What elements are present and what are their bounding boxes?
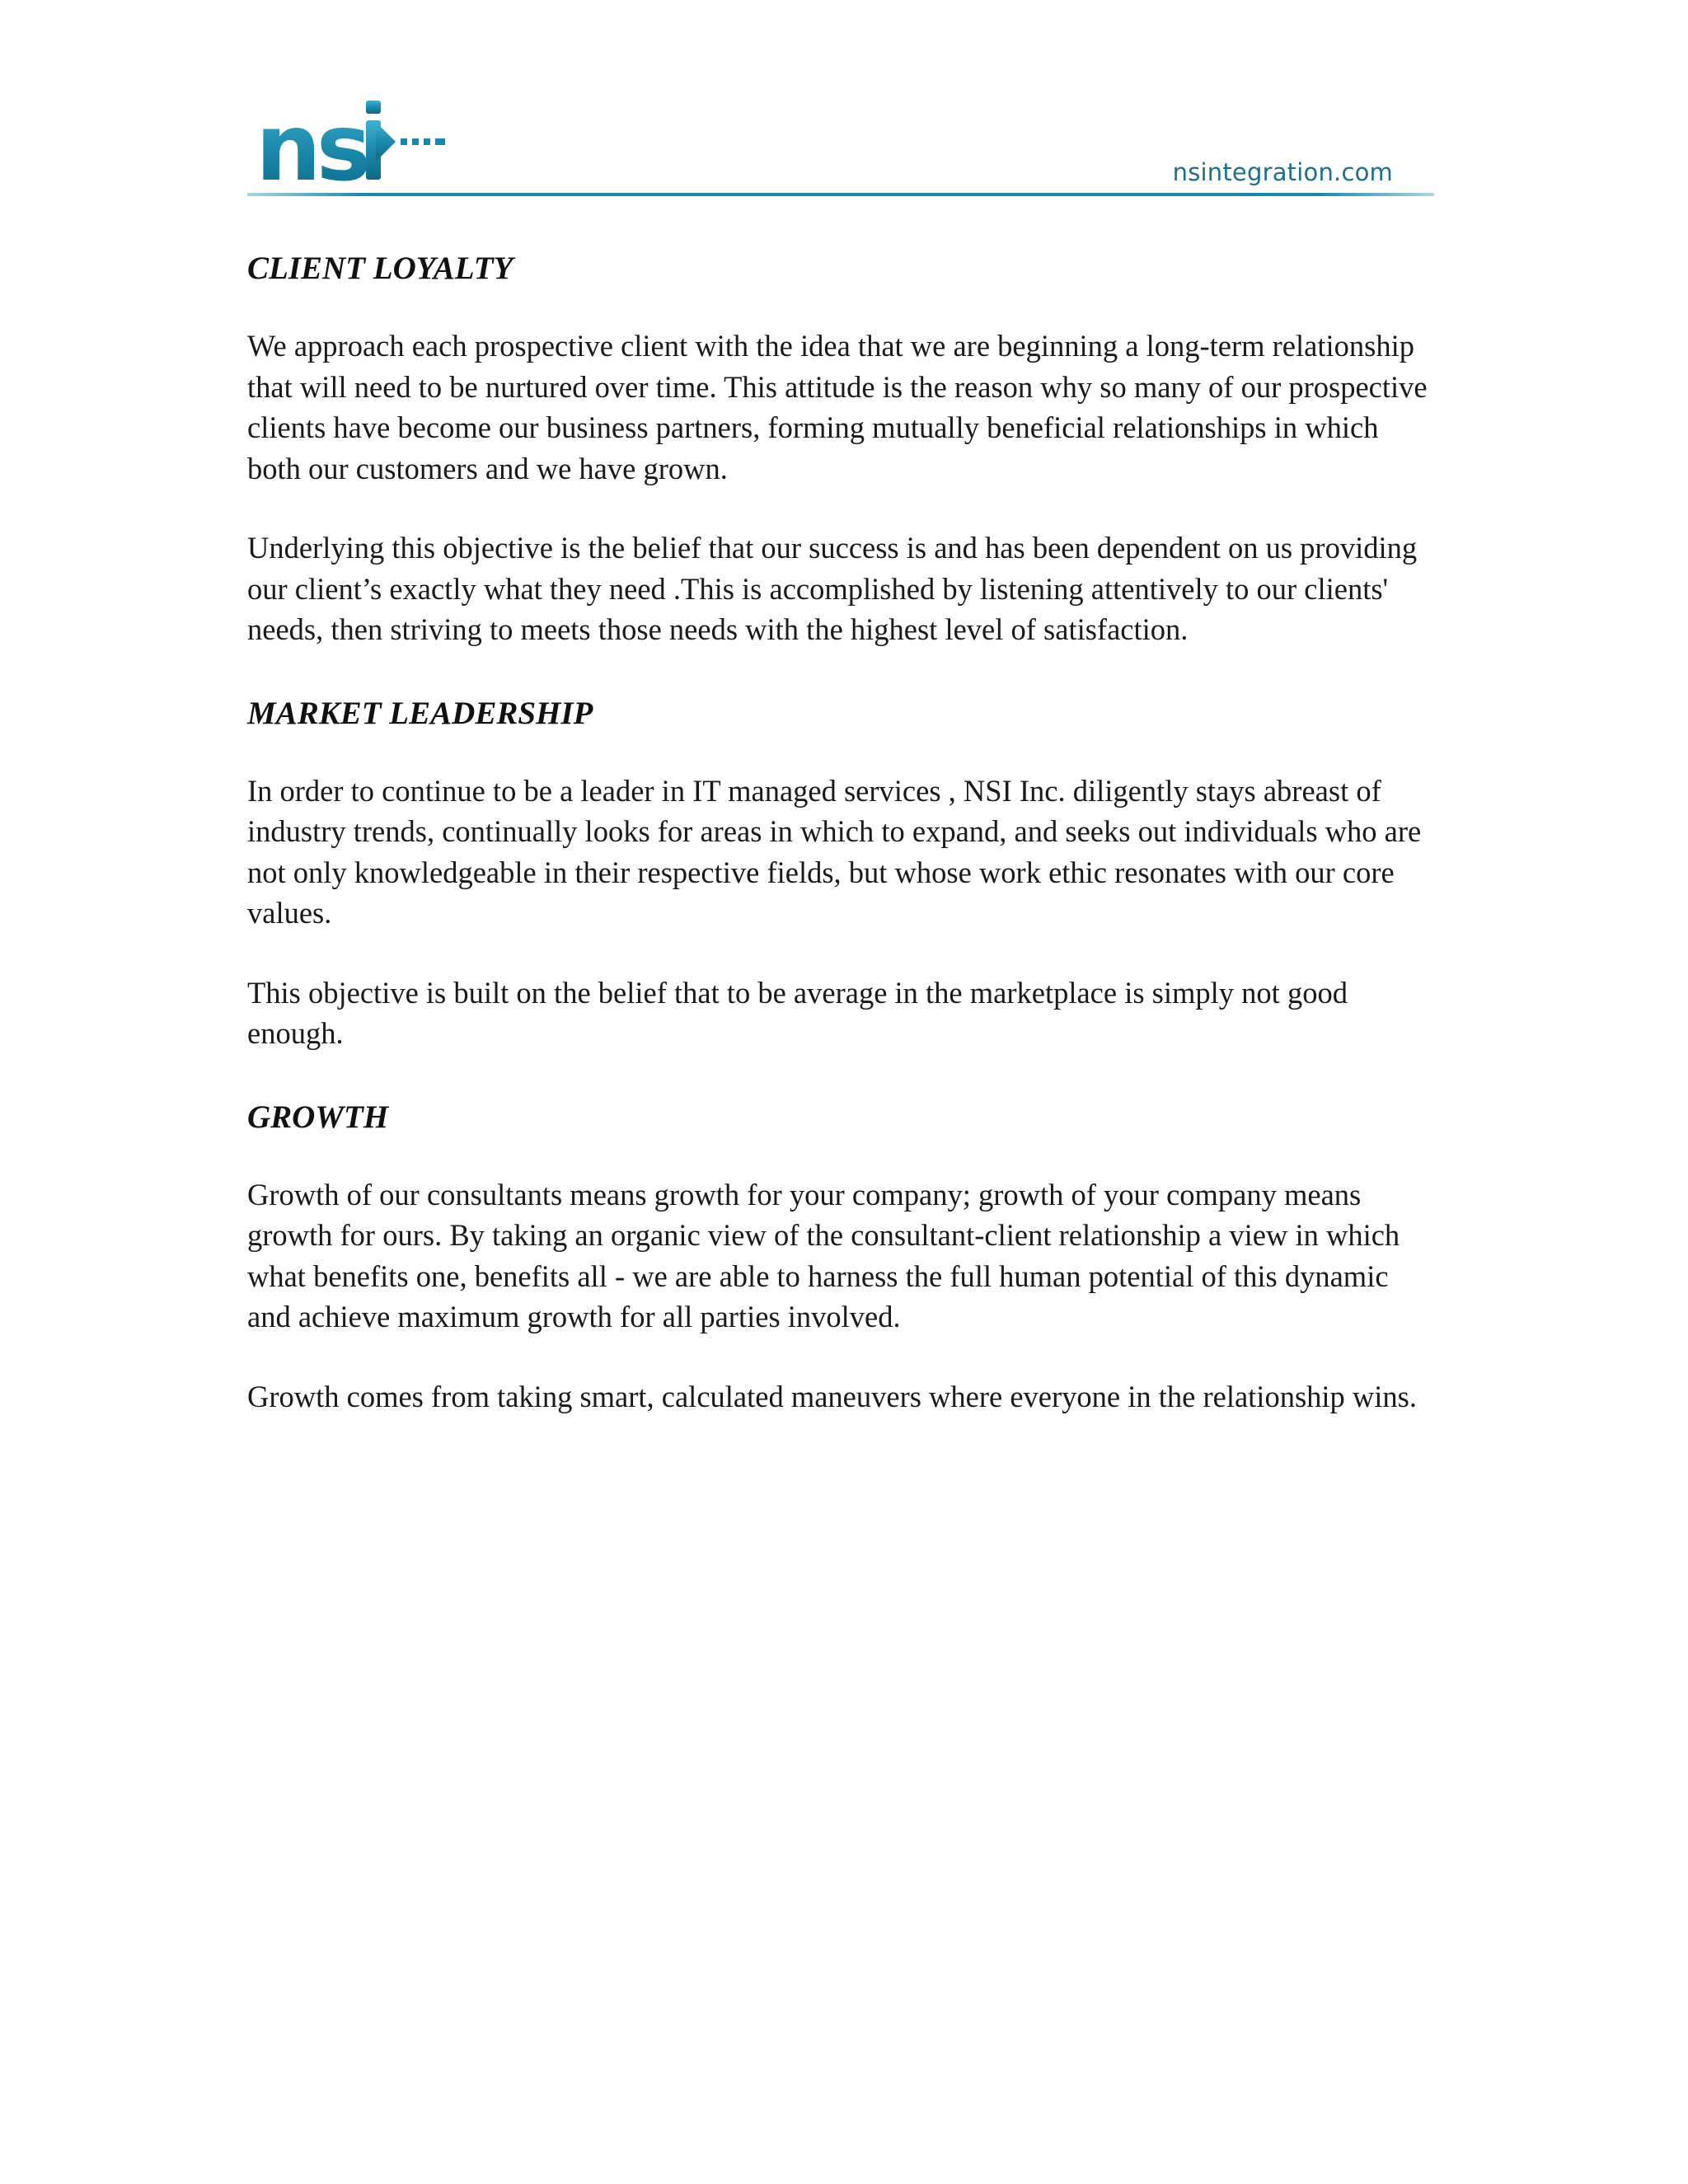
document-body <box>247 244 1434 1417</box>
section-heading-client-loyalty: CLIENT LOYALTY <box>247 251 513 286</box>
header-divider <box>247 193 1434 198</box>
paragraph: Underlying this objective is the belief that our success is and has been dependent on us providing our client’s exactly what they need .This is accomplished by listening attentively to our clients' needs, then striving to meets those needs with the highest level of satisfaction. <box>247 531 1418 646</box>
paragraph: Growth comes from taking smart, calculated maneuvers where everyone in the relationship wins. <box>247 1379 1417 1413</box>
nsi-logo-icon <box>256 97 453 188</box>
section-heading-growth: GROWTH <box>247 1099 389 1135</box>
paragraph: In order to continue to be a leader in IT managed services , NSI Inc. diligently stays abreast of industry trends, continually looks for areas in which to expand, and seeks out individuals who are not only knowledgeable in their respective fields, but whose work ethic resonates with our core values. <box>247 773 1422 930</box>
page-header <box>247 97 1434 204</box>
section-heading-market-leadership: MARKET LEADERSHIP <box>247 695 593 731</box>
paragraph: This objective is built on the belief that to be average in the marketplace is simply not good enough. <box>247 975 1348 1050</box>
paragraph: Growth of our consultants means growth for your company; growth of your company means growth for ours. By taking an organic view of the consultant-client relationship a view in which what benefits one, benefits all - we are able to harness the full human potential of this dynamic and achieve maximum growth for all parties involved. <box>247 1177 1400 1333</box>
paragraph: We approach each prospective client with the idea that we are beginning a long-term relationship that will need to be nurtured over time. This attitude is the reason why so many of our prospective clients have become our business partners, forming mutually beneficial relationships in which both our customers and we have grown. <box>247 329 1428 485</box>
svg-text:ns: ns <box>256 97 367 188</box>
site-url: nsintegration.com <box>1172 158 1393 186</box>
